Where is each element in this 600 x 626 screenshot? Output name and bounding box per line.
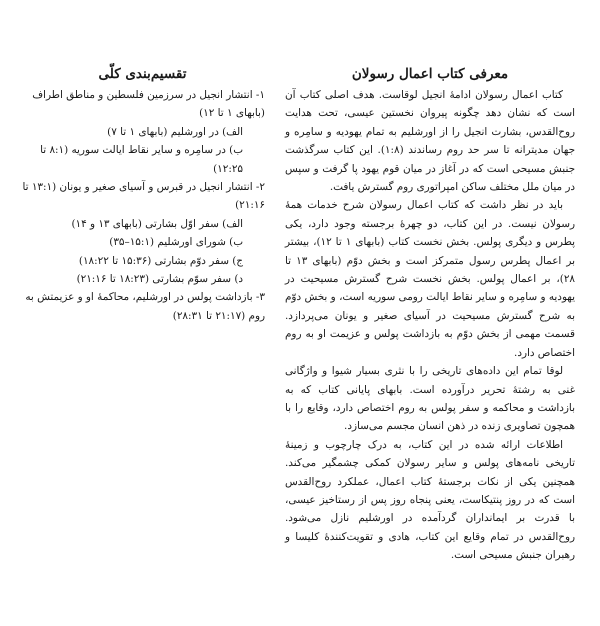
outline-item: الف) سفر اوّل بشارتی (بابهای ۱۳ و ۱۴) xyxy=(71,217,243,230)
book-introduction-section xyxy=(285,64,575,565)
outline-item: ب) در سامِره و سایر نقاط ایالت سوریه (۸:۱ تا ۱۲:۲۵) xyxy=(40,144,243,175)
outline-item: ۱- انتشار انجیل در سرزمین فلسطین و مناطق اطراف (بابهای ۱ تا ۱۲) xyxy=(32,89,265,120)
outline-title: تقسیم‌بندی کلّی xyxy=(98,66,187,82)
outline-item: ب) شورای اورشلیم (۱۵:۱–۳۵) xyxy=(109,236,243,249)
introduction-paragraph-4: اطلاعات ارائه شده در این کتاب، به درک چارچوب و زمینهٔ تاریخی نامه‌های پولس و سایر رسولان کمکی چشمگیر می‌کند. همچنین یکی از نکات برجستهٔ کتاب اعمال، عملکرد روح‌القدس است که در روز پنتیکاست، یعنی پنجاه روز پس از رستاخیز عیسی، با قدرت بر ایمانداران گردآمده در اورشلیم نازل می‌شود. روح‌القدس در تمام وقایع این کتاب، هادی و تقویت‌کنندهٔ کلیسا و رهبران جنبش مسیحی است. xyxy=(285,438,575,562)
outline-list xyxy=(20,86,265,325)
introduction-paragraph-2: باید در نظر داشت که کتاب اعمال رسولان شرح خدمات همهٔ رسولان نیست. در این کتاب، دو چهرهٔ برجسته وجود دارد، یکی پطرس و دیگری پولس. بخش نخست کتاب (بابهای ۱ تا ۱۲)، بیشتر بر اعمال پطرس رسول متمرکز است و بخش دوّم (بابهای ۱۳ تا ۲۸)، بر اعمال پولس. بخش نخست شرح گسترش مسیحیت در یهودیه و سامِره و سایر نقاط ایالت رومی سوریه است، و بخش دوّم به شرح گسترش مسیحیت در آسیای صغیر و یونان می‌پردازد. قسمت مهمی از بخش دوّم به بازداشت پولس و عزیمت او به روم اختصاص دارد. xyxy=(285,199,575,359)
outline-section xyxy=(20,64,265,325)
introduction-title: معرفی کتاب اعمال رسولان xyxy=(351,66,509,82)
outline-item: ج) سفر دوّم بشارتی (۱۵:۳۶ تا ۱۸:۲۲) xyxy=(78,254,243,267)
introduction-paragraph-3: لوقا تمام این داده‌های تاریخی را با نثری بسیار شیوا و واژگانی غنی به رشتهٔ تحریر درآورده است. بابهای پایانی کتاب که به بازداشت و محاکمه و سفر پولس به روم اختصاص دارد، وقایع را با همچون تصاویری زنده در ذهن انسان مجسم می‌سازد. xyxy=(285,365,575,433)
outline-item: د) سفر سوّم بشارتی (۱۸:۲۳ تا ۲۱:۱۶) xyxy=(76,273,243,286)
outline-item: ۲- انتشار انجیل در قبرس و آسیای صغیر و یونان (۱۳:۱ تا ۲۱:۱۶) xyxy=(22,181,265,212)
outline-item: الف) در اورشلیم (بابهای ۱ تا ۷) xyxy=(107,125,243,138)
outline-item: ۳- بازداشت پولس در اورشلیم، محاکمهٔ او و عزیمتش به روم (۲۱:۱۷ تا ۲۸:۳۱) xyxy=(25,291,265,322)
introduction-paragraph-1: کتاب اعمال رسولان ادامهٔ انجیل لوقاست. هدف اصلی کتاب آن است که نشان دهد چگونه پیروان نخستین عیسی، تحت هدایت روح‌القدس، بشارت انجیل را از اورشلیم به تمام یهودیه و سامِره و جهان مدیترانه تا سر حد روم رساندند (۱:۸). این کتاب سرگذشت جنبش مسیحی است که در آغاز در میان قوم یهود پا گرفت و سپس در میان ملل مختلف ساکن امپراتوری روم گسترش یافت. xyxy=(285,89,575,194)
